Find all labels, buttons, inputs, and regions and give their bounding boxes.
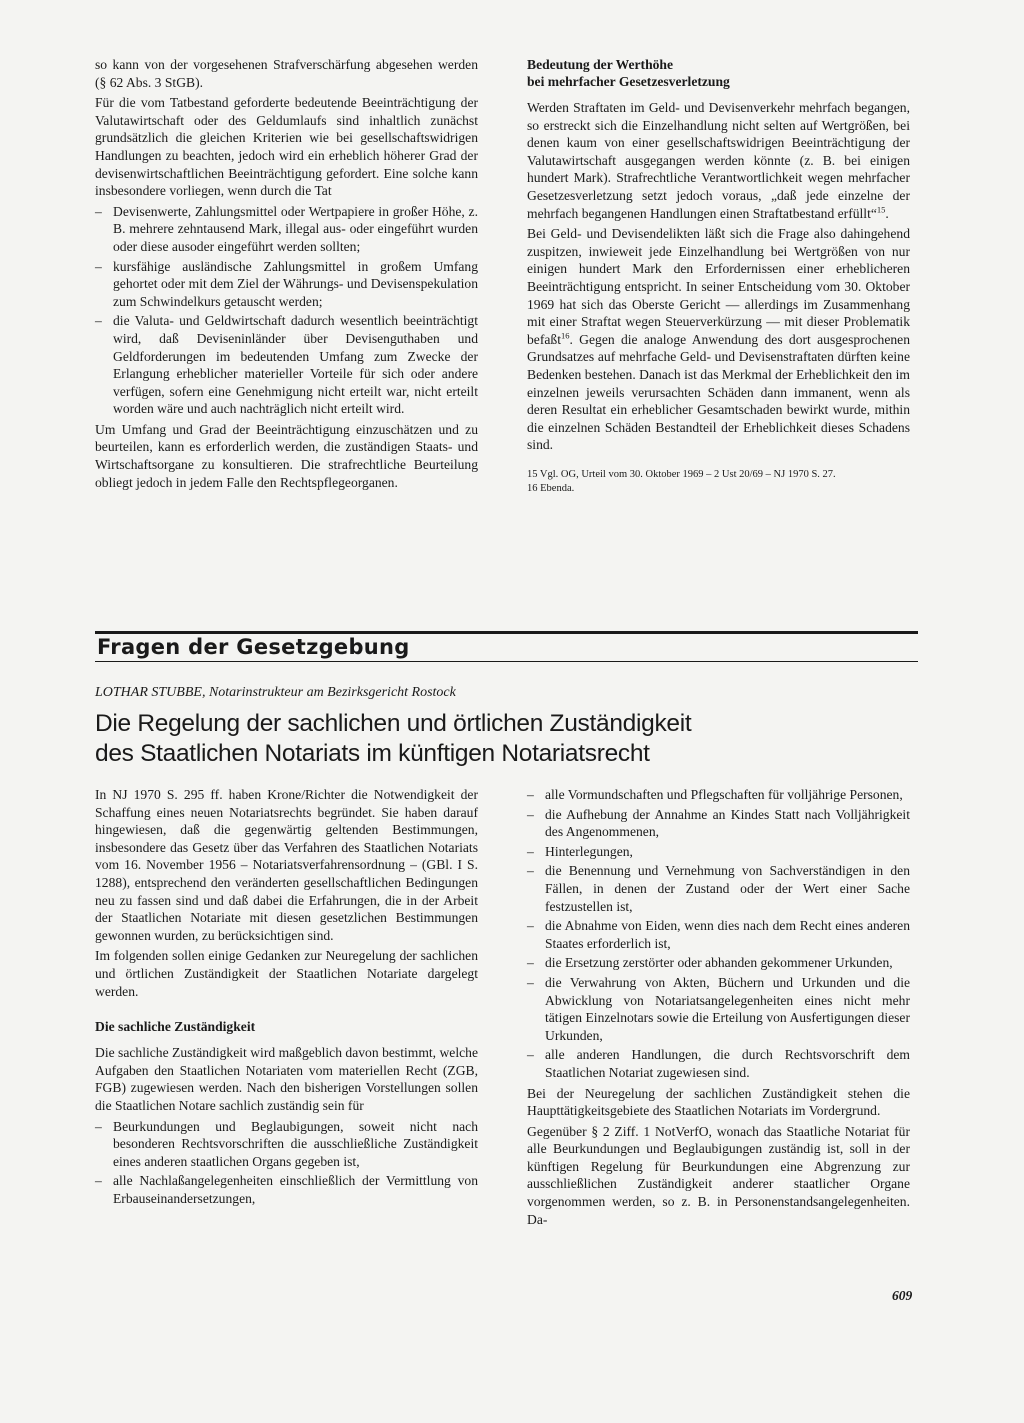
paragraph-text: . Gegen die analoge Anwendung des dort ausgesprochenen Grundsatzes auf mehrfache Geld- und Devisenstraftaten dürften keine Bedenken bestehen. Danach ist das Merkmal der Erheblichkeit den im einzelnen jeweils verursachten Schäden dann immanent, wenn als deren Resultat ein erheblicher Gesamtschaden bewirkt wurde, mithin die einzelnen Schäden Bestandteil der Erheblichkeit dieses Schadens sind. [527, 331, 910, 453]
paragraph-text: Bei Geld- und Devisendelikten läßt sich die Frage also dahingehend zuspitzen, inwieweit jede Einzelhandlung bei Wertgrößen von nur einigen hundert Mark den Erfordernissen einer erheblicheren Beeinträchtigung entspricht. In seiner Entscheidung vom 30. Oktober 1969 hat sich das Oberste Gericht — allerdings im Zusammenhang mit einer Straftat wegen Steuerverkürzung — mit dieser Problematik befaßt [527, 226, 910, 347]
paragraph: Die sachliche Zuständigkeit wird maßgeblich davon bestimmt, welche Aufgaben den Staatlichen Notariaten vom materiellen Recht (ZGB, FGB) zugewiesen werden. Nach den bisherigen Vorstellungen sollen die Staatlichen Notare sachlich zuständig sein für [95, 1045, 478, 1113]
paragraph [527, 225, 910, 454]
dash-marker: – [527, 863, 534, 879]
dash-marker: – [527, 843, 534, 859]
dash-marker: – [527, 806, 534, 822]
list-item [95, 203, 478, 256]
dash-marker: – [95, 258, 102, 274]
footnote: 16 Ebenda. [527, 482, 575, 494]
subheading: Die sachliche Zuständigkeit [95, 1019, 256, 1035]
dash-marker: – [527, 1047, 534, 1063]
dash-marker: – [527, 918, 534, 934]
dash-list [95, 203, 478, 418]
list-item [527, 786, 910, 804]
paragraph: so kann von der vorgesehenen Strafverschärfung abgesehen werden (§ 62 Abs. 3 StGB). [95, 57, 478, 90]
bottom-right-column [527, 786, 910, 1231]
dash-marker: – [527, 955, 534, 971]
list-item [527, 917, 910, 952]
list-item [527, 806, 910, 841]
list-item-text: alle anderen Handlungen, die durch Rechtsvorschrift dem Staatlichen Notariat zugewiesen sind. [545, 1047, 910, 1080]
paragraph: Werden Straftaten im Geld- und Devisenverkehr mehrfach begangen, so erstreckt sich die Einzelhandlung nicht selten auf Wertgrößen, bei denen kaum von einer gesellschaftswidrigen Beeinträchtigung der Valutawirtschaft ausgegangen werden könnte (z. B. bei einigen hundert Mark). Strafrechtliche Verantwortlichkeit wegen mehrfacher Gesetzesverletzung setzt jedoch voraus, „daß jede einzelne der mehrfach begangenen Handlungen einen Straftatbestand erfüllt“$^{15}$. [527, 100, 910, 221]
dash-marker: – [95, 1118, 102, 1134]
section-heading [527, 56, 910, 90]
list-item [527, 974, 910, 1044]
footnotes [527, 468, 910, 496]
list-item-text: alle Nachlaßangelegenheiten einschließlich der Vermittlung von Erbauseinandersetzungen, [113, 1173, 478, 1206]
paragraph: Bei der Neuregelung der sachlichen Zuständigkeit stehen die Haupttätigkeitsgebiete des Staatlichen Notariats im Vordergrund. [527, 1085, 910, 1119]
section-heading-line: bei mehrfacher Gesetzesverletzung [527, 74, 730, 89]
footnote: 15 Vgl. OG, Urteil vom 30. Oktober 1969 – 2 Ust 20/69 – NJ 1970 S. 27. [527, 468, 836, 480]
author-byline: LOTHAR STUBBE, Notarinstrukteur am Bezirksgericht Rostock [95, 685, 456, 700]
dash-marker: – [95, 203, 102, 219]
dash-list [527, 786, 910, 1082]
list-item [527, 862, 910, 915]
section-rule-bottom [95, 661, 918, 662]
list-item [527, 954, 910, 972]
list-item-text: Devisenwerte, Zahlungsmittel oder Wertpapiere in großer Höhe, z. B. mehrere zehntausend Mark, illegal aus- oder eingeführt wurden oder diese ausoder eingeführt werden sollten; [113, 203, 478, 254]
paragraph: In NJ 1970 S. 295 ff. haben Krone/Richter die Notwendigkeit der Schaffung eines neuen Notariatsrechts begründet. Sie haben darauf hingewiesen, daß die gegenwärtig geltenden Bestimmungen, insbesondere das Gesetz über das Verfahren des Staatlichen Notariats vom 16. November 1956 – Notariatsverfahrensordnung – (GBl. I S. 1288), entsprechend den veränderten gesellschaftlichen Bedingungen neu zu fassen sind und daß dabei die Erfahrungen, die in der Arbeit der Staatlichen Notariate mit diesen gesetzlichen Bestimmungen gewonnen wurden, zu berücksichtigen sind. [95, 787, 478, 943]
list-item-text: die Benennung und Vernehmung von Sachverständigen in den Fällen, in denen der Zustand oder der Wert einer Sache festzustellen ist, [545, 863, 910, 914]
headline-line: des Staatlichen Notariats im künftigen Notariatsrecht [95, 740, 650, 767]
dash-list [95, 1118, 478, 1208]
paragraph: Um Umfang und Grad der Beeinträchtigung einzuschätzen und zu beurteilen, kann es erforderlich werden, die zuständigen Staats- und Wirtschaftsorgane zu konsultieren. Die strafrechtliche Beurteilung obliegt jedoch in jedem Falle den Rechtspflegeorganen. [95, 421, 478, 490]
footnote-ref: 15 [876, 204, 886, 215]
list-item [95, 1118, 478, 1171]
list-item [95, 312, 478, 418]
section-kicker: Fragen der Gesetzgebung [97, 635, 410, 659]
dash-marker: – [527, 974, 534, 990]
list-item [95, 1172, 478, 1207]
footnote-ref: 16 [560, 330, 570, 341]
paragraph: Für die vom Tatbestand geforderte bedeutende Beeinträchtigung der Valutawirtschaft oder des Geldumlaufs sind inhaltlich zunächst grundsätzlich die gleichen Kriterien wie bei gesellschaftswidrigen Handlungen zu beachten, jedoch wird ein erheblich höherer Grad der devisenwirtschaftlichen Beeinträchtigung gefordert. Eine solche kann insbesondere vorliegen, wenn durch die Tat [95, 95, 478, 199]
list-item-text: alle Vormundschaften und Pflegschaften für volljährige Personen, [545, 787, 903, 802]
list-item-text: die Aufhebung der Annahme an Kindes Statt nach Volljährigkeit des Angenommenen, [545, 806, 910, 840]
list-item [527, 843, 910, 861]
dash-marker: – [95, 1173, 102, 1189]
section-heading-line: Bedeutung der Werthöhe [527, 57, 674, 72]
list-item-text: die Abnahme von Eiden, wenn dies nach dem Recht eines anderen Staates erforderlich ist, [545, 918, 910, 951]
list-item [95, 258, 478, 311]
dash-marker: – [527, 787, 534, 802]
list-item [527, 1046, 910, 1081]
bottom-left-column [95, 786, 478, 1210]
article-headline [95, 709, 925, 769]
list-item-text: Beurkundungen und Beglaubigungen, soweit nicht nach besonderen Rechtsvorschriften die ausschließliche Zuständigkeit eines anderen staatlichen Organs gegeben ist, [113, 1118, 478, 1169]
paragraph: Gegenüber § 2 Ziff. 1 NotVerfO, wonach das Staatliche Notariat für alle Beurkundungen und Beglaubigungen zuständig ist, soll in der künftigen Regelung für Beurkundungen eine Abgrenzung zur ausschließlichen Zuständigkeit anderer staatlicher Organe vorgenommen werden, so z. B. in Personenstandsangelegenheiten. Da- [527, 1123, 910, 1227]
headline-line: Die Regelung der sachlichen und örtlichen Zuständigkeit [95, 710, 692, 737]
paragraph-text: Werden Straftaten im Geld- und Devisenverkehr mehrfach begangen, so erstreckt sich die Einzelhandlung nicht selten auf Wertgrößen, bei denen kaum von einer gesellschaftswidrigen Beeinträchtigung der Valutawirtschaft ausgegangen werden könnte (z. B. bei einigen hundert Mark). Strafrechtliche Verantwortlichkeit wegen mehrfacher Gesetzesverletzung setzt jedoch voraus, „daß jede einzelne der mehrfach begangenen Handlungen einen Straftatbestand erfüllt“ [527, 100, 910, 221]
dash-marker: – [95, 313, 102, 329]
list-item-text: Hinterlegungen, [545, 843, 633, 859]
page-number: 609 [892, 1288, 913, 1303]
top-left-column [95, 56, 478, 494]
paragraph: Im folgenden sollen einige Gedanken zur Neuregelung der sachlichen und örtlichen Zuständigkeit der Staatlichen Notariate dargelegt werden. [95, 948, 478, 999]
top-right-column [527, 56, 910, 496]
list-item-text: die Ersetzung zerstörter oder abhanden gekommener Urkunden, [545, 955, 893, 971]
list-item-text: kursfähige ausländische Zahlungsmittel in großem Umfang gehortet oder mit dem Ziel der Währungs- und Devisenspekulation zum Schwindelkurs getauscht werden; [113, 258, 478, 309]
list-item-text: die Verwahrung von Akten, Büchern und Urkunden und die Abwicklung von Notariatsangelegenheiten eines nicht mehr tätigen Einzelnotars sowie die Erteilung von Ausfertigungen dieser Urkunden, [545, 974, 910, 1043]
list-item-text: die Valuta- und Geldwirtschaft dadurch wesentlich beeinträchtigt wird, daß Deviseninländer über Devisenguthaben und Geldforderungen im bedeutenden Umfang zum Zwecke der Erlangung erheblicher materieller Vorteile für sich oder andere verfügen, sofern eine Genehmigung nicht erteilt war, nicht erteilt worden wäre und auch nachträglich nicht erteilt wird. [113, 313, 478, 417]
